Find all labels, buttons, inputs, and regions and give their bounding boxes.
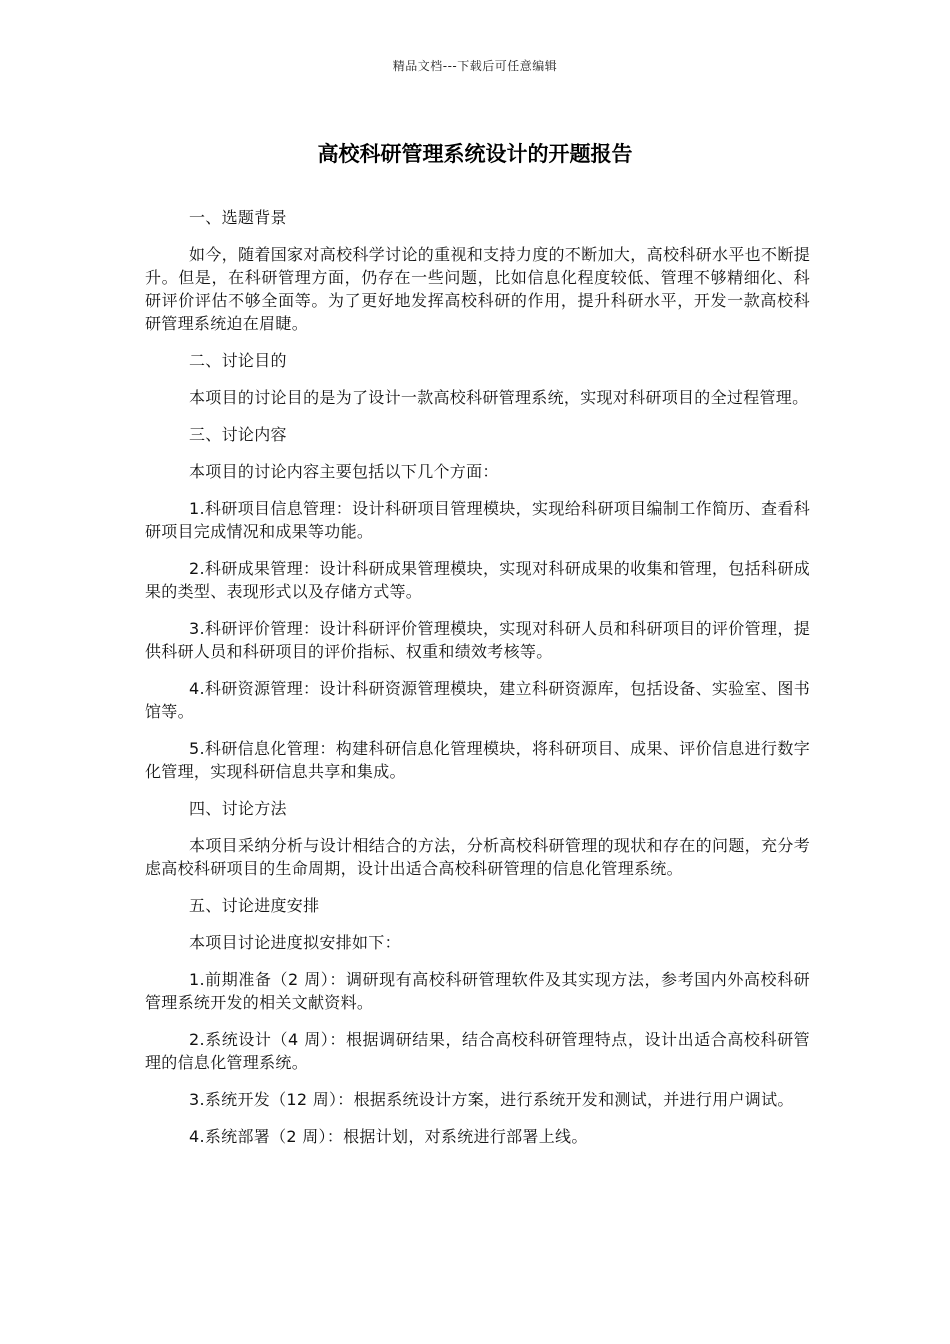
list-item: 4.系统部署（2 周）：根据计划，对系统进行部署上线。 bbox=[189, 1127, 588, 1146]
list-item: 1.前期准备（2 周）：调研现有高校科研管理软件及其实现方法，参考国内外高校科研管理系统开发的相关文献资料。 bbox=[145, 970, 810, 1012]
list-item: 5.科研信息化管理：构建科研信息化管理模块，将科研项目、成果、评价信息进行数字化管理，实现科研信息共享和集成。 bbox=[145, 739, 810, 781]
section-heading: 四、讨论方法 bbox=[189, 799, 287, 818]
document-title: 高校科研管理系统设计的开题报告 bbox=[317, 142, 633, 166]
paragraph: 本项目的讨论目的是为了设计一款高校科研管理系统，实现对科研项目的全过程管理。 bbox=[189, 388, 809, 407]
list-item: 4.科研资源管理：设计科研资源管理模块，建立科研资源库，包括设备、实验室、图书馆等。 bbox=[145, 679, 810, 721]
list-item: 1.科研项目信息管理：设计科研项目管理模块，实现给科研项目编制工作简历、查看科研项目完成情况和成果等功能。 bbox=[145, 499, 810, 541]
section-heading: 三、讨论内容 bbox=[189, 425, 287, 444]
paragraph: 本项目采纳分析与设计相结合的方法，分析高校科研管理的现状和存在的问题，充分考虑高校科研项目的生命周期，设计出适合高校科研管理的信息化管理系统。 bbox=[145, 836, 810, 878]
paragraph: 如今，随着国家对高校科学讨论的重视和支持力度的不断加大，高校科研水平也不断提升。但是，在科研管理方面，仍存在一些问题，比如信息化程度较低、管理不够精细化、科研评价评估不够全面等。为了更好地发挥高校科研的作用，提升科研水平，开发一款高校科研管理系统迫在眉睫。 bbox=[145, 245, 810, 333]
section-heading: 二、讨论目的 bbox=[189, 351, 287, 370]
list-item: 2.系统设计（4 周）：根据调研结果，结合高校科研管理特点，设计出适合高校科研管理的信息化管理系统。 bbox=[145, 1030, 810, 1072]
paragraph: 本项目讨论进度拟安排如下： bbox=[189, 933, 401, 952]
paragraph: 本项目的讨论内容主要包括以下几个方面： bbox=[189, 462, 499, 481]
document-body bbox=[145, 206, 810, 1162]
section-heading: 一、选题背景 bbox=[189, 208, 287, 227]
section-heading: 五、讨论进度安排 bbox=[189, 896, 320, 915]
page-header: 精品文档---下载后可任意编辑 bbox=[392, 59, 558, 73]
list-item: 2.科研成果管理：设计科研成果管理模块，实现对科研成果的收集和管理，包括科研成果的类型、表现形式以及存储方式等。 bbox=[145, 559, 810, 601]
list-item: 3.科研评价管理：设计科研评价管理模块，实现对科研人员和科研项目的评价管理，提供科研人员和科研项目的评价指标、权重和绩效考核等。 bbox=[145, 619, 810, 661]
list-item: 3.系统开发（12 周）：根据系统设计方案，进行系统开发和测试，并进行用户调试。 bbox=[189, 1090, 794, 1109]
